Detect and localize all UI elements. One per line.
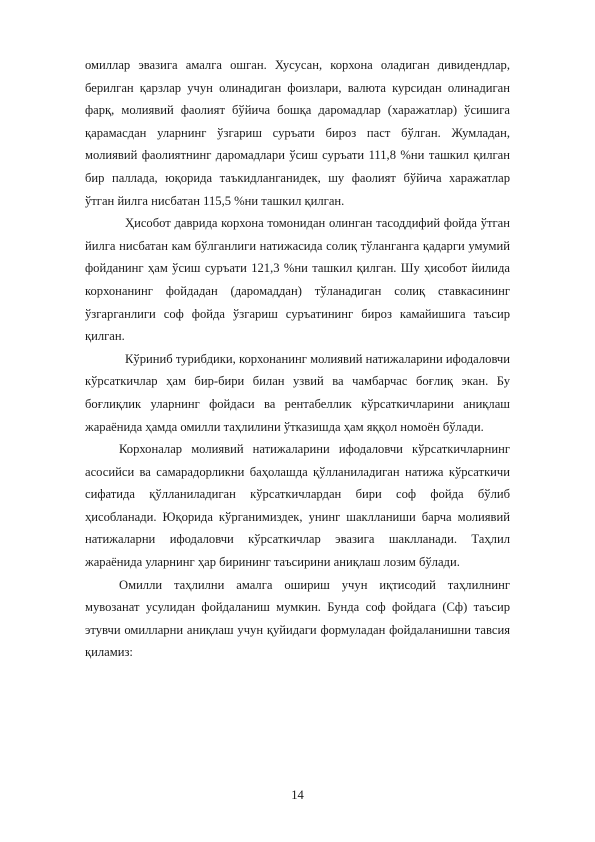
page-number: 14 bbox=[291, 788, 304, 802]
body-text bbox=[85, 54, 510, 664]
paragraph-indicators-link: Кўриниб турибдики, корхонанинг молиявий натижаларини ифодаловчи кўрсаткичлар ҳам бир-бири билан узвий ва чамбарчас боғлиқ экан. Бу боғлиқлик уларнинг фойдаси ва рентабеллик кўрсаткичларини аниқлаш жараёнида ҳамда омилли таҳлилини ўтказишда ҳам яққол номоён бўлади. bbox=[85, 351, 510, 434]
paragraph-continuation: омиллар эвазига амалга ошган. Хусусан, корхона оладиган дивидендлар, берилган қарзлар учун олинадиган фоизлари, валюта курсидан олинадиган фарқ, молиявий фаолият бўйича бошқа даромадлар (харажатлар) ўсишига қарамасдан уларнинг ўзгариш суръати бироз паст бўлган. Жумладан, молиявий фаолиятнинг даромадлари ўсиш суръати 111,8 %ни ташкил қилган бир паллада, юқорида таъкидланганидек, шу фаолият бўйича харажатлар ўтган йилга нисбатан 115,5 %ни ташкил қилган. bbox=[85, 58, 510, 208]
paragraph-factor-analysis: Омилли таҳлилни амалга ошириш учун иқтисодий таҳлилнинг мувозанат усулидан фойдаланиш мумкин. Бунда соф фойдага (Сф) таъсир этувчи омилларни аниқлаш учун қуйидаги формуладан фойдаланишни тавсия қиламиз: bbox=[85, 577, 510, 660]
paragraph-net-profit: Корхоналар молиявий натижаларини ифодаловчи кўрсаткичларнинг асосийси ва самарадорликни баҳолашда қўлланиладиган натижа кўрсаткичи сифатида қўлланиладиган кўрсаткичлардан бири соф фойда бўлиб ҳисобланади. Юқорида кўрганимиздек, унинг шаклланиши барча молиявий натижаларни ифодаловчи кўрсаткичлар эвазига шаклланади. Таҳлил жараёнида уларнинг ҳар бирининг таъсирини аниқлаш лозим бўлади. bbox=[85, 442, 510, 570]
paragraph-report-period: Ҳисобот даврида корхона томонидан олинган тасоддифий фойда ўтган йилга нисбатан кам бўлганлиги натижасида солиқ тўланганга қадарги умумий фойданинг ҳам ўсиш суръати 121,3 %ни ташкил қилган. Шу ҳисобот йилида корхонанинг фойдадан (даромаддан) тўланадиган солиқ ставкасининг ўзгарганлиги соф фойда ўзгариш суръатининг бироз камайишига таъсир қилган. bbox=[85, 216, 510, 344]
